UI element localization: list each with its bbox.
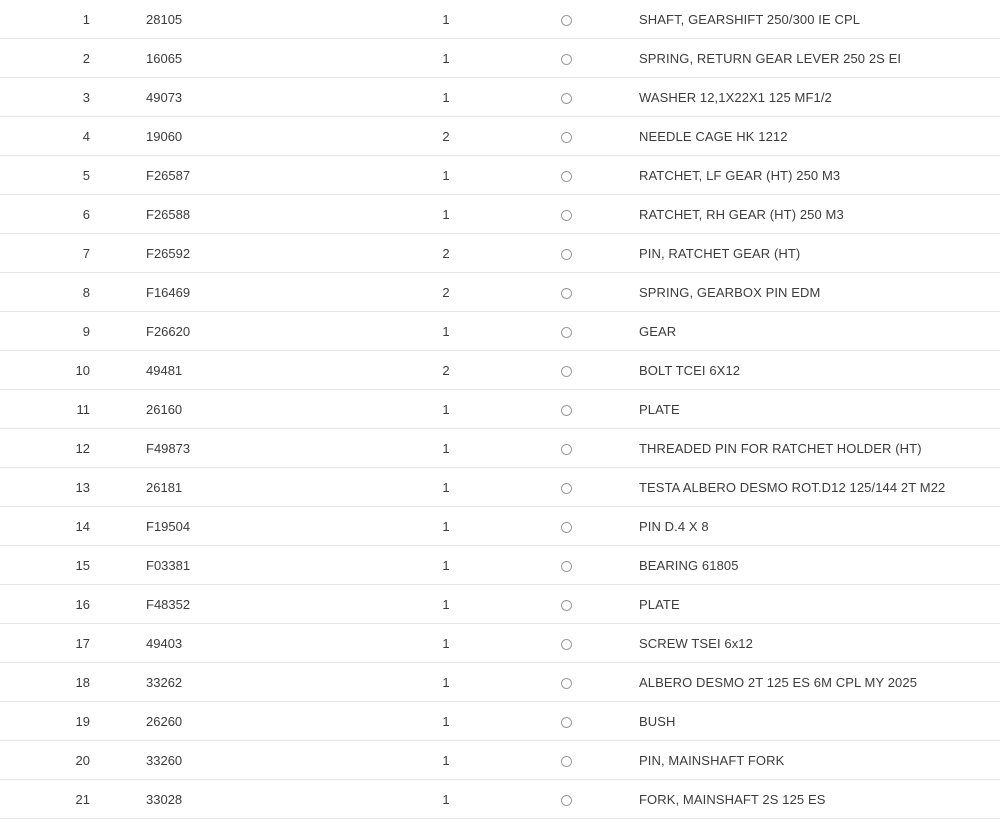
quantity: 2 (442, 245, 450, 261)
table-row[interactable] (0, 741, 1000, 780)
quantity: 1 (442, 557, 450, 573)
description: SPRING, GEARBOX PIN EDM (639, 284, 821, 300)
table-row[interactable] (0, 507, 1000, 546)
row-index: 15 (75, 557, 90, 573)
quantity: 1 (442, 401, 450, 417)
row-index: 10 (75, 362, 90, 378)
row-index: 20 (75, 752, 90, 768)
part-number: F26588 (146, 206, 191, 222)
table-row[interactable] (0, 195, 1000, 234)
part-number: 49403 (146, 635, 183, 651)
quantity: 1 (442, 167, 450, 183)
quantity: 1 (442, 791, 450, 807)
row-index: 11 (76, 401, 90, 417)
table-row[interactable] (0, 390, 1000, 429)
quantity: 1 (442, 518, 450, 534)
description: BEARING 61805 (639, 557, 739, 573)
table-row[interactable] (0, 39, 1000, 78)
radio-circle-icon[interactable] (561, 522, 572, 533)
table-row[interactable] (0, 312, 1000, 351)
quantity: 1 (442, 440, 450, 456)
table-row[interactable] (0, 624, 1000, 663)
description: BUSH (639, 713, 676, 729)
quantity: 2 (442, 284, 450, 300)
select-cell[interactable] (511, 156, 621, 195)
row-index: 16 (75, 596, 90, 612)
row-index: 13 (75, 479, 90, 495)
quantity: 1 (442, 752, 450, 768)
description: GEAR (639, 323, 677, 339)
select-cell[interactable] (511, 546, 621, 585)
table-row[interactable] (0, 117, 1000, 156)
radio-circle-icon[interactable] (561, 678, 572, 689)
description: SHAFT, GEARSHIFT 250/300 IE CPL (639, 11, 861, 27)
description: WASHER 12,1X22X1 125 MF1/2 (639, 89, 832, 105)
radio-circle-icon[interactable] (561, 561, 572, 572)
part-number: F19504 (146, 518, 191, 534)
part-number: 26181 (146, 479, 183, 495)
table-row[interactable] (0, 780, 1000, 819)
part-number: 33262 (146, 674, 183, 690)
row-index: 9 (82, 323, 90, 339)
select-cell[interactable] (511, 585, 621, 624)
select-cell[interactable] (511, 39, 621, 78)
row-index: 18 (75, 674, 90, 690)
description: BOLT TCEI 6X12 (639, 362, 741, 378)
description: RATCHET, LF GEAR (HT) 250 M3 (639, 167, 841, 183)
select-cell[interactable] (511, 702, 621, 741)
select-cell[interactable] (511, 234, 621, 273)
part-number: F03381 (146, 557, 191, 573)
select-cell[interactable] (511, 195, 621, 234)
table-row[interactable] (0, 546, 1000, 585)
quantity: 1 (442, 635, 450, 651)
select-cell[interactable] (511, 468, 621, 507)
radio-circle-icon[interactable] (561, 366, 572, 377)
table-row[interactable] (0, 273, 1000, 312)
part-number: 33028 (146, 791, 183, 807)
part-number: F26587 (146, 167, 191, 183)
radio-circle-icon[interactable] (561, 717, 572, 728)
select-cell[interactable] (511, 780, 621, 819)
quantity: 1 (442, 596, 450, 612)
part-number: 26160 (146, 401, 183, 417)
part-number: 16065 (146, 50, 183, 66)
description: THREADED PIN FOR RATCHET HOLDER (HT) (639, 440, 922, 456)
part-number: F49873 (146, 440, 191, 456)
row-index: 21 (75, 791, 90, 807)
radio-circle-icon[interactable] (561, 93, 572, 104)
radio-circle-icon[interactable] (561, 795, 572, 806)
select-cell[interactable] (511, 663, 621, 702)
quantity: 1 (442, 479, 450, 495)
part-number: 28105 (146, 11, 183, 27)
row-index: 3 (82, 89, 90, 105)
table-row[interactable] (0, 0, 1000, 39)
row-index: 14 (75, 518, 90, 534)
row-index: 1 (82, 11, 90, 27)
description: FORK, MAINSHAFT 2S 125 ES (639, 791, 826, 807)
description: PIN, RATCHET GEAR (HT) (639, 245, 801, 261)
select-cell[interactable] (511, 507, 621, 546)
table-row[interactable] (0, 663, 1000, 702)
select-cell[interactable] (511, 429, 621, 468)
table-row[interactable] (0, 585, 1000, 624)
select-cell[interactable] (511, 624, 621, 663)
description: PLATE (639, 596, 680, 612)
description: NEEDLE CAGE HK 1212 (639, 128, 788, 144)
radio-circle-icon[interactable] (561, 327, 572, 338)
part-number: 49481 (146, 362, 183, 378)
row-index: 17 (75, 635, 90, 651)
radio-circle-icon[interactable] (561, 756, 572, 767)
select-cell[interactable] (511, 741, 621, 780)
quantity: 1 (442, 206, 450, 222)
radio-circle-icon[interactable] (561, 249, 572, 260)
table-row[interactable] (0, 702, 1000, 741)
table-row[interactable] (0, 234, 1000, 273)
part-number: 49073 (146, 89, 183, 105)
quantity: 1 (442, 323, 450, 339)
table-row[interactable] (0, 351, 1000, 390)
part-number: F26592 (146, 245, 191, 261)
table-row[interactable] (0, 468, 1000, 507)
select-cell[interactable] (511, 351, 621, 390)
row-index: 6 (82, 206, 90, 222)
quantity: 1 (442, 11, 450, 27)
quantity: 1 (442, 674, 450, 690)
part-number: F16469 (146, 284, 191, 300)
select-cell[interactable] (511, 0, 621, 39)
radio-circle-icon[interactable] (561, 405, 572, 416)
radio-circle-icon[interactable] (561, 483, 572, 494)
quantity: 1 (442, 713, 450, 729)
description: PIN D.4 X 8 (639, 518, 709, 534)
part-number: 33260 (146, 752, 183, 768)
part-number: 26260 (146, 713, 183, 729)
select-cell[interactable] (511, 390, 621, 429)
part-number: 19060 (146, 128, 183, 144)
row-index: 8 (82, 284, 90, 300)
row-index: 5 (82, 167, 90, 183)
description: RATCHET, RH GEAR (HT) 250 M3 (639, 206, 844, 222)
quantity: 1 (442, 89, 450, 105)
select-cell[interactable] (511, 312, 621, 351)
radio-circle-icon[interactable] (561, 210, 572, 221)
description: PIN, MAINSHAFT FORK (639, 752, 785, 768)
row-index: 19 (75, 713, 90, 729)
table-row[interactable] (0, 429, 1000, 468)
quantity: 2 (442, 128, 450, 144)
row-index: 12 (75, 440, 90, 456)
table-row[interactable] (0, 78, 1000, 117)
description: ALBERO DESMO 2T 125 ES 6M CPL MY 2025 (639, 674, 918, 690)
select-cell[interactable] (511, 273, 621, 312)
select-cell[interactable] (511, 117, 621, 156)
radio-circle-icon[interactable] (561, 288, 572, 299)
radio-circle-icon[interactable] (561, 54, 572, 65)
part-number: F26620 (146, 323, 191, 339)
radio-circle-icon[interactable] (561, 15, 572, 26)
description: SPRING, RETURN GEAR LEVER 250 2S EI (639, 50, 902, 66)
row-index: 7 (82, 245, 90, 261)
radio-circle-icon[interactable] (561, 132, 572, 143)
quantity: 1 (442, 50, 450, 66)
select-cell[interactable] (511, 78, 621, 117)
description: TESTA ALBERO DESMO ROT.D12 125/144 2T M22 (639, 479, 946, 495)
quantity: 2 (442, 362, 450, 378)
description: PLATE (639, 401, 680, 417)
row-index: 4 (82, 128, 90, 144)
radio-circle-icon[interactable] (561, 444, 572, 455)
radio-circle-icon[interactable] (561, 639, 572, 650)
row-index: 2 (82, 50, 90, 66)
description: SCREW TSEI 6x12 (639, 635, 753, 651)
radio-circle-icon[interactable] (561, 171, 572, 182)
part-number: F48352 (146, 596, 191, 612)
radio-circle-icon[interactable] (561, 600, 572, 611)
table-row[interactable] (0, 156, 1000, 195)
